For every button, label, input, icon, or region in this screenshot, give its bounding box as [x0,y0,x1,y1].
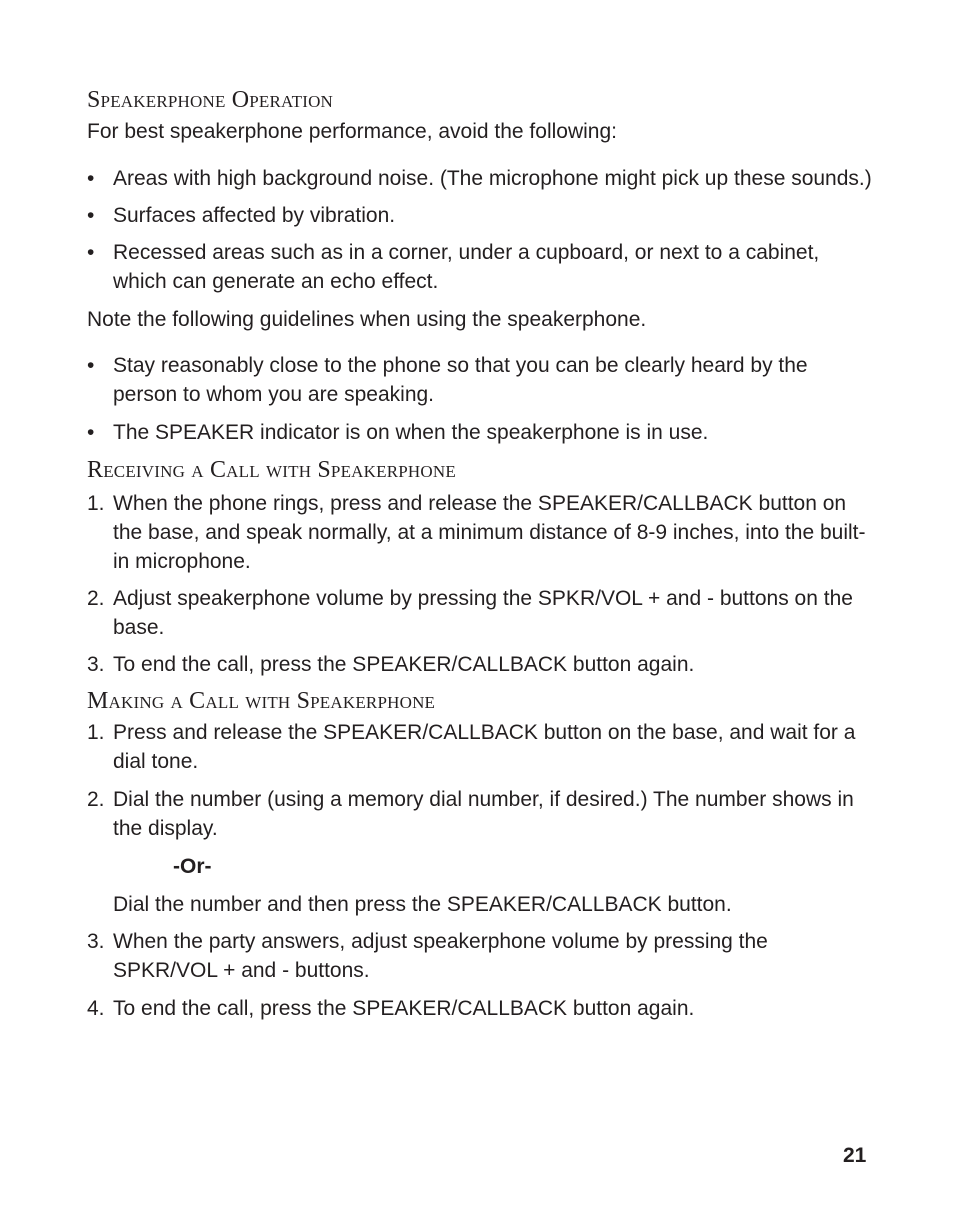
step-item [87,785,877,919]
step-text: When the party answers, adjust speakerphone volume by pressing the SPKR/VOL + and - buttons. [113,930,768,982]
step-text: To end the call, press the SPEAKER/CALLBACK button again. [113,653,695,676]
list-item-text: The SPEAKER indicator is on when the speakerphone is in use. [113,421,709,444]
step-item [87,489,877,576]
step-item [87,718,877,776]
step-number: 3. [87,930,105,953]
step-text: When the phone rings, press and release the SPEAKER/CALLBACK button on the base, and speak normally, at a minimum distance of 8-9 inches, into the built-in microphone. [113,492,866,573]
section-title-making-call: Making a Call with Speakerphone [87,688,436,714]
step-number: 3. [87,653,105,676]
step-item [87,927,877,985]
list-item-text: Areas with high background noise. (The microphone might pick up these sounds.) [113,167,872,190]
making-steps [87,718,877,1023]
manual-page [87,86,877,1023]
section-title-receiving-call: Receiving a Call with Speakerphone [87,457,456,483]
step-text: Adjust speakerphone volume by pressing the SPKR/VOL + and - buttons on the base. [113,587,853,639]
page-number: 21 [843,1144,867,1167]
receiving-steps [87,489,877,679]
list-item-text: Surfaces affected by vibration. [113,204,396,227]
section-title-speakerphone-operation: Speakerphone Operation [87,87,334,113]
or-separator: -Or- [173,855,212,878]
step-number: 1. [87,492,105,515]
step-item [87,584,877,642]
avoid-list [87,164,877,296]
bullet-icon: • [87,204,95,227]
guidelines-list [87,351,877,447]
list-item [87,351,877,409]
list-item [87,418,877,447]
bullet-icon: • [87,241,95,264]
list-item-text: Recessed areas such as in a corner, under a cupboard, or next to a cabinet, which can generate an echo effect. [113,241,820,293]
step-text: Press and release the SPEAKER/CALLBACK button on the base, and wait for a dial tone. [113,721,856,773]
bullet-icon: • [87,421,95,444]
step-text: To end the call, press the SPEAKER/CALLBACK button again. [113,997,695,1020]
intro-text: For best speakerphone performance, avoid the following: [87,120,617,143]
list-item [87,238,877,296]
step-number: 2. [87,587,105,610]
step-number: 4. [87,997,105,1020]
list-item-text: Stay reasonably close to the phone so that you can be clearly heard by the person to whom you are speaking. [113,354,808,406]
alternative-text: Dial the number and then press the SPEAKER/CALLBACK button. [113,893,732,916]
step-item [87,994,877,1023]
list-item [87,164,877,193]
step-text: Dial the number (using a memory dial number, if desired.) The number shows in the display. [113,788,854,840]
step-number: 1. [87,721,105,744]
list-item [87,201,877,230]
note-text: Note the following guidelines when using the speakerphone. [87,308,647,331]
bullet-icon: • [87,167,95,190]
bullet-icon: • [87,354,95,377]
step-item [87,650,877,679]
step-number: 2. [87,788,105,811]
